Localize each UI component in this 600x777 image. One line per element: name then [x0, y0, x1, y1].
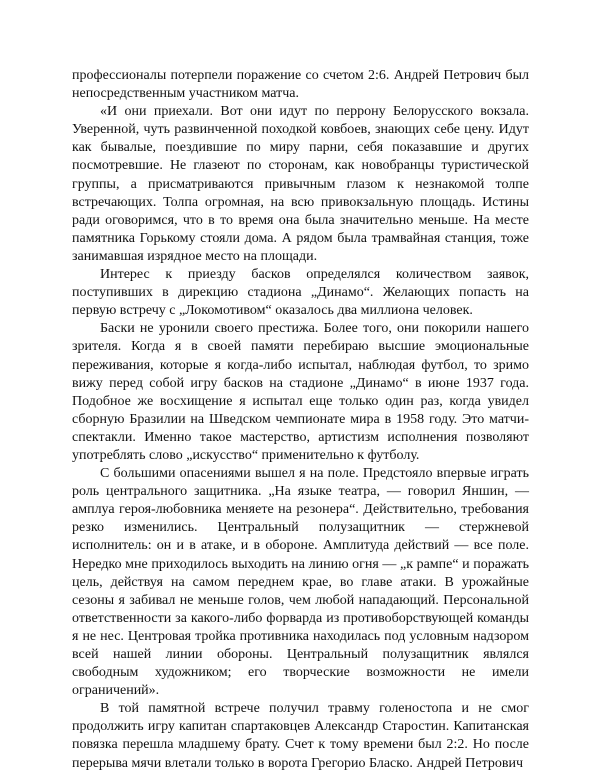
- paragraph-4: Баски не уронили своего престижа. Более того, они покорили нашего зрителя. Когда я в своей памяти перебираю высшие эмоциональные переживания, которые я когда-либо испытал, наблюдая футбол, то зримо вижу перед собой игру басков на стадионе „Динамо“ в июне 1937 года. Подобное же восхищение я испытал еще только один раз, когда увидел сборную Бразилии на Шведском чемпионате мира в 1958 году. Это матчи-спектакли. Именно такое мастерство, артистизм исполнения позволяют употреблять слово „искусство“ применительно к футболу.: [72, 321, 529, 463]
- paragraph-6: В той памятной встрече получил травму голеностопа и не смог продолжить игру капитан спартаковцев Александр Старостин. Капитанская повязка перешла младшему брату. Счет к тому времени был 2:2. Но после перерыва мячи влетали только в ворота Грегорио Бласко. Андрей Петрович: [72, 701, 529, 771]
- document-page: [72, 67, 529, 773]
- paragraph-2: «И они приехали. Вот они идут по перрону Белорусского вокзала. Уверенной, чуть развинченной походкой ковбоев, знающих себе цену. Идут как бывалые, поездившие по миру парни, себя показавшие и других посмотревшие. Не глазеют по сторонам, как новобранцы туристической группы, а присматриваются привычным глазом к незнакомой толпе встречающих. Толпа огромная, на всю привокзальную площадь. Истины ради оговоримся, что в то время она была значительно меньше. На месте памятника Горькому стояли дома. А рядом была трамвайная станция, тоже занимавшая изрядное место на площади.: [72, 104, 529, 264]
- paragraph-3: Интерес к приезду басков определялся количеством заявок, поступивших в дирекцию стадиона „Динамо“. Желающих попасть на первую встречу с „Локомотивом“ оказалось два миллиона человек.: [72, 267, 529, 319]
- paragraph-1: профессионалы потерпели поражение со счетом 2:6. Андрей Петрович был непосредственным участником матча.: [72, 68, 529, 102]
- paragraph-5: С большими опасениями вышел я на поле. Предстояло впервые играть роль центрального защитника. „На языке театра, — говорил Яншин, — амплуа героя-любовника меняете на резонера“. Действительно, требования резко изменились. Центральный полузащитник — стержневой исполнитель: он и в атаке, и в обороне. Амплитуда действий — все поле. Нередко мне приходилось выходить на линию огня — „к рампе“ и поражать цель, действуя на самом переднем крае, во главе атаки. В урожайные сезоны я забивал не меньше голов, чем любой нападающий. Персональной ответственности за какого-либо форварда из противоборствующей команды я не нес. Центровая тройка противника находилась под условным надзором всей нашей линии обороны. Центральный полузащитник являлся свободным художником; его творческие возможности не имели ограничений».: [72, 466, 529, 699]
